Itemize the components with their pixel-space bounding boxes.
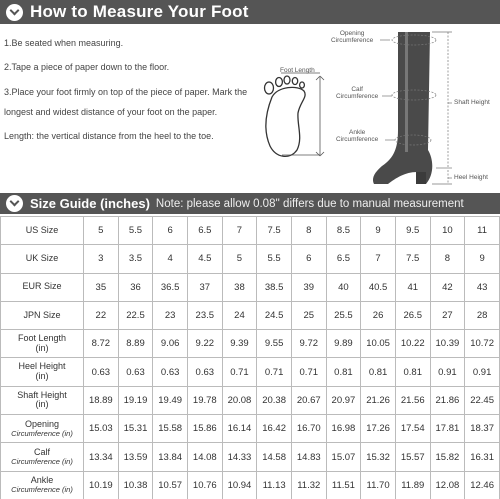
row-header-text: Circumference (in) bbox=[11, 485, 73, 495]
table-cell: 7.5 bbox=[395, 245, 430, 273]
table-cell: 0.63 bbox=[84, 358, 119, 386]
table-cell: 5 bbox=[84, 217, 119, 245]
table-cell: 13.34 bbox=[84, 443, 119, 471]
table-cell: 24 bbox=[222, 301, 257, 329]
table-cell: 36 bbox=[118, 273, 153, 301]
table-cell: 21.56 bbox=[395, 386, 430, 414]
table-row bbox=[1, 443, 500, 471]
table-cell: 15.58 bbox=[153, 415, 188, 443]
row-header bbox=[1, 415, 84, 443]
table-cell: 21.86 bbox=[430, 386, 465, 414]
table-cell: 38 bbox=[222, 273, 257, 301]
table-cell: 10.76 bbox=[187, 471, 222, 499]
footprint-icon bbox=[265, 76, 306, 156]
table-cell: 6 bbox=[291, 245, 326, 273]
table-cell: 20.38 bbox=[257, 386, 292, 414]
table-cell: 24.5 bbox=[257, 301, 292, 329]
table-row bbox=[1, 245, 500, 273]
row-header bbox=[1, 330, 84, 358]
opening-label-line-2: Circumference bbox=[331, 37, 374, 45]
table-cell: 10.05 bbox=[361, 330, 396, 358]
table-cell: 15.57 bbox=[395, 443, 430, 471]
table-cell: 6.5 bbox=[187, 217, 222, 245]
row-header-text: Heel Height bbox=[18, 361, 66, 372]
calf-label bbox=[336, 86, 378, 101]
table-cell: 14.33 bbox=[222, 443, 257, 471]
measure-title: How to Measure Your Foot bbox=[30, 2, 249, 21]
table-cell: 20.08 bbox=[222, 386, 257, 414]
table-cell: 25 bbox=[291, 301, 326, 329]
table-cell: 16.42 bbox=[257, 415, 292, 443]
row-header-text: UK Size bbox=[25, 253, 59, 263]
table-cell: 25.5 bbox=[326, 301, 361, 329]
table-cell: 43 bbox=[465, 273, 500, 301]
table-cell: 23.5 bbox=[187, 301, 222, 329]
table-cell: 0.71 bbox=[222, 358, 257, 386]
diagram-svg bbox=[0, 0, 500, 193]
table-cell: 13.84 bbox=[153, 443, 188, 471]
table-cell: 15.82 bbox=[430, 443, 465, 471]
table-cell: 22 bbox=[84, 301, 119, 329]
table-row bbox=[1, 217, 500, 245]
table-cell: 9.72 bbox=[291, 330, 326, 358]
table-cell: 17.81 bbox=[430, 415, 465, 443]
table-cell: 27 bbox=[430, 301, 465, 329]
table-cell: 10 bbox=[430, 217, 465, 245]
row-header-text: Opening bbox=[24, 418, 60, 429]
ankle-label-line-2: Circumference bbox=[336, 136, 379, 144]
row-header-text: Shaft Height bbox=[17, 389, 67, 400]
table-cell: 26.5 bbox=[395, 301, 430, 329]
table-cell: 19.49 bbox=[153, 386, 188, 414]
instruction-step-1: 1.Be seated when measuring. bbox=[4, 38, 124, 48]
row-header-text: Calf bbox=[33, 446, 50, 457]
table-cell: 9.5 bbox=[395, 217, 430, 245]
table-cell: 9.06 bbox=[153, 330, 188, 358]
table-cell: 36.5 bbox=[153, 273, 188, 301]
table-cell: 5.5 bbox=[257, 245, 292, 273]
row-header-text: (in) bbox=[35, 342, 49, 353]
table-cell: 21.26 bbox=[361, 386, 396, 414]
row-header-text: US Size bbox=[25, 224, 59, 235]
table-cell: 23 bbox=[153, 301, 188, 329]
table-cell: 0.63 bbox=[118, 358, 153, 386]
table-cell: 9.55 bbox=[257, 330, 292, 358]
ankle-label bbox=[336, 129, 378, 144]
table-cell: 15.32 bbox=[361, 443, 396, 471]
table-cell: 11 bbox=[465, 217, 500, 245]
opening-label bbox=[331, 30, 373, 45]
size-table-body bbox=[1, 217, 500, 499]
table-cell: 9.89 bbox=[326, 330, 361, 358]
calf-label-line-1: Calf bbox=[351, 86, 363, 93]
table-cell: 8 bbox=[430, 245, 465, 273]
table-cell: 18.89 bbox=[84, 386, 119, 414]
row-header-text: (in) bbox=[35, 371, 49, 382]
table-cell: 7 bbox=[361, 245, 396, 273]
table-cell: 39 bbox=[291, 273, 326, 301]
table-cell: 0.91 bbox=[465, 358, 500, 386]
row-header bbox=[1, 245, 84, 273]
table-row bbox=[1, 471, 500, 499]
row-header-text: Foot Length bbox=[17, 332, 67, 343]
table-cell: 0.81 bbox=[361, 358, 396, 386]
table-cell: 9 bbox=[361, 217, 396, 245]
table-cell: 12.08 bbox=[430, 471, 465, 499]
table-cell: 19.78 bbox=[187, 386, 222, 414]
table-cell: 22.5 bbox=[118, 301, 153, 329]
table-row bbox=[1, 386, 500, 414]
row-header bbox=[1, 301, 84, 329]
table-cell: 28 bbox=[465, 301, 500, 329]
table-cell: 0.81 bbox=[395, 358, 430, 386]
table-cell: 15.07 bbox=[326, 443, 361, 471]
row-header bbox=[1, 273, 84, 301]
table-cell: 11.89 bbox=[395, 471, 430, 499]
table-cell: 16.98 bbox=[326, 415, 361, 443]
table-cell: 4 bbox=[153, 245, 188, 273]
table-row bbox=[1, 330, 500, 358]
table-cell: 5.5 bbox=[118, 217, 153, 245]
table-cell: 0.63 bbox=[187, 358, 222, 386]
table-cell: 35 bbox=[84, 273, 119, 301]
table-cell: 41 bbox=[395, 273, 430, 301]
table-cell: 14.08 bbox=[187, 443, 222, 471]
row-header bbox=[1, 386, 84, 414]
table-cell: 14.83 bbox=[291, 443, 326, 471]
table-cell: 0.81 bbox=[326, 358, 361, 386]
row-header bbox=[1, 358, 84, 386]
table-row bbox=[1, 415, 500, 443]
table-row bbox=[1, 301, 500, 329]
table-cell: 11.32 bbox=[291, 471, 326, 499]
boot-icon bbox=[373, 32, 432, 184]
table-cell: 8.89 bbox=[118, 330, 153, 358]
instruction-step-2: 2.Tape a piece of paper down to the floor. bbox=[4, 61, 170, 72]
table-cell: 16.14 bbox=[222, 415, 257, 443]
row-header-text: Ankle bbox=[30, 475, 54, 486]
table-cell: 17.54 bbox=[395, 415, 430, 443]
table-cell: 0.71 bbox=[257, 358, 292, 386]
shaft-height-label: Shaft Height bbox=[454, 99, 490, 106]
row-header bbox=[1, 443, 84, 471]
table-cell: 15.31 bbox=[118, 415, 153, 443]
table-cell: 0.91 bbox=[430, 358, 465, 386]
table-cell: 15.86 bbox=[187, 415, 222, 443]
table-cell: 10.22 bbox=[395, 330, 430, 358]
table-cell: 8.5 bbox=[326, 217, 361, 245]
table-cell: 11.51 bbox=[326, 471, 361, 499]
table-cell: 17.26 bbox=[361, 415, 396, 443]
table-cell: 40 bbox=[326, 273, 361, 301]
table-cell: 26 bbox=[361, 301, 396, 329]
foot-length-label: Foot Length bbox=[280, 67, 315, 74]
size-guide-banner bbox=[0, 193, 500, 214]
size-table bbox=[0, 216, 500, 499]
table-cell: 4.5 bbox=[187, 245, 222, 273]
opening-label-line-1: Opening bbox=[339, 30, 365, 37]
table-cell: 6 bbox=[153, 217, 188, 245]
table-cell: 10.39 bbox=[430, 330, 465, 358]
table-cell: 10.38 bbox=[118, 471, 153, 499]
table-cell: 8 bbox=[291, 217, 326, 245]
measurement-diagram bbox=[0, 0, 500, 193]
size-guide-title: Size Guide (inches) bbox=[30, 196, 150, 211]
table-cell: 9.39 bbox=[222, 330, 257, 358]
table-cell: 9 bbox=[465, 245, 500, 273]
row-header-text: EUR Size bbox=[22, 281, 62, 292]
table-cell: 3.5 bbox=[118, 245, 153, 273]
heel-height-label: Heel Height bbox=[454, 174, 488, 181]
instruction-step-3: 3.Place your foot firmly on top of the piece of paper. Mark the longest and widest distance of your foot on the paper. bbox=[4, 86, 248, 118]
row-header-text: Circumference (in) bbox=[11, 428, 73, 438]
instruction-length: Length: the vertical distance from the heel to the toe. bbox=[4, 131, 214, 142]
table-cell: 10.19 bbox=[84, 471, 119, 499]
table-cell: 9.22 bbox=[187, 330, 222, 358]
table-cell: 38.5 bbox=[257, 273, 292, 301]
table-cell: 20.67 bbox=[291, 386, 326, 414]
row-header bbox=[1, 471, 84, 499]
table-cell: 3 bbox=[84, 245, 119, 273]
table-cell: 16.31 bbox=[465, 443, 500, 471]
table-cell: 13.59 bbox=[118, 443, 153, 471]
table-cell: 40.5 bbox=[361, 273, 396, 301]
table-cell: 11.70 bbox=[361, 471, 396, 499]
table-row bbox=[1, 273, 500, 301]
foot-length-arrow bbox=[281, 73, 324, 156]
table-cell: 10.72 bbox=[465, 330, 500, 358]
table-cell: 0.71 bbox=[291, 358, 326, 386]
row-header-text: Circumference (in) bbox=[11, 456, 73, 466]
table-cell: 42 bbox=[430, 273, 465, 301]
table-cell: 18.37 bbox=[465, 415, 500, 443]
chevron-down-icon bbox=[6, 195, 23, 212]
row-header-text: (in) bbox=[35, 399, 49, 410]
table-cell: 5 bbox=[222, 245, 257, 273]
table-cell: 11.13 bbox=[257, 471, 292, 499]
row-header-text: JPN Size bbox=[23, 309, 61, 320]
table-cell: 20.97 bbox=[326, 386, 361, 414]
ankle-label-line-1: Ankle bbox=[349, 129, 366, 136]
size-guide-note: Note: please allow 0.08'' differs due to manual measurement bbox=[155, 197, 464, 210]
table-cell: 0.63 bbox=[153, 358, 188, 386]
table-cell: 7.5 bbox=[257, 217, 292, 245]
table-cell: 6.5 bbox=[326, 245, 361, 273]
table-cell: 15.03 bbox=[84, 415, 119, 443]
table-row bbox=[1, 358, 500, 386]
table-cell: 37 bbox=[187, 273, 222, 301]
calf-label-line-2: Circumference bbox=[336, 93, 379, 101]
table-cell: 14.58 bbox=[257, 443, 292, 471]
table-cell: 19.19 bbox=[118, 386, 153, 414]
table-cell: 7 bbox=[222, 217, 257, 245]
table-cell: 16.70 bbox=[291, 415, 326, 443]
table-cell: 8.72 bbox=[84, 330, 119, 358]
row-header bbox=[1, 217, 84, 245]
table-cell: 22.45 bbox=[465, 386, 500, 414]
table-cell: 10.57 bbox=[153, 471, 188, 499]
table-cell: 10.94 bbox=[222, 471, 257, 499]
table-cell: 12.46 bbox=[465, 471, 500, 499]
